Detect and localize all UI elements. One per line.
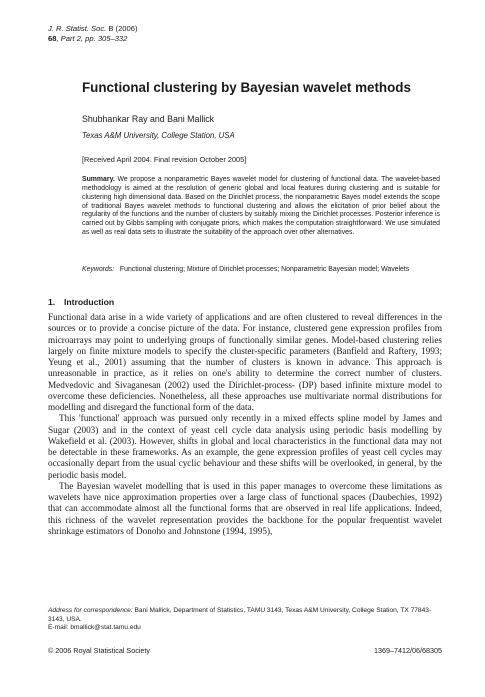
keywords-text: Functional clustering; Mixture of Dirichlet processes; Nonparametric Bayesian model; Wavelets	[119, 266, 410, 273]
footnote-text: Bani Mallick, Department of Statistics, TAMU 3143, Texas A&M University, College Station, TX 77843-3143, USA.	[48, 607, 432, 623]
paper-authors: Shubhankar Ray and Bani Mallick	[82, 114, 215, 124]
keywords	[82, 266, 422, 275]
paper-title: Functional clustering by Bayesian wavelet methods	[82, 80, 411, 95]
footnote-address	[48, 607, 442, 624]
summary-text: We propose a nonparametric Bayes wavelet model for clustering of functional data. The wavelet-based methodology is aimed at the resolution of generic global and local features during clustering and is suitable for clustering high dimensional data. Based on the Dirichlet process, the nonparametric Bayes model extends the scope of traditional Bayes wavelet methods to functional clustering and allows the elicitation of prior belief about the regularity of the functions and the number of clusters by suitably mixing the Dirichlet processes. Posterior inference is carried out by Gibbs sampling with conjugate priors, which makes the computation straightforward. We use simulated as well as real data sets to illustrate the suitability of the approach over other alternatives.	[82, 176, 440, 237]
footnote-label: Address for correspondence:	[48, 607, 133, 614]
journal-line-2	[48, 34, 138, 44]
journal-part-pages: , Part 2, pp. 305–332	[56, 34, 128, 43]
body-text	[48, 312, 442, 537]
issn-code: 1369–7412/06/68305	[374, 646, 442, 655]
body-paragraph-3: The Bayesian wavelet modelling that is used in this paper manages to overcome these limitations as wavelets have nice approximation properties over a large class of functional spaces (Daubechies, 1992) that can accommodate almost all the functional forms that are observed in real life applications. Indeed, this richness of the wavelet representation provides the backbone for the popular frequentist wavelet shrinkage estimators of Donoho and Johnstone (1994, 1995),	[48, 480, 442, 536]
abstract	[82, 176, 440, 238]
received-dates: [Received April 2004. Final revision October 2005]	[82, 155, 247, 164]
body-paragraph-2: This 'functional' approach was pursued only recently in a mixed effects spline model by James and Sugar (2003) and in the context of yeast cell cycle data analysis using periodic basis modelling by Wakefield et al. (2003). However, shifts in global and local characteristics in the functional data may not be detectable in these frameworks. As an example, the gene expression profiles of yeast cell cycles may occasionally depart from the usual cyclic behaviour and these shifts will be overlooked, in general, by the periodic basis model.	[48, 413, 442, 480]
correspondence-footnote	[48, 607, 442, 633]
body-paragraph-1: Functional data arise in a wide variety of applications and are often clustered to reveal differences in the sources or to provide a concise picture of the data. For instance, clustered gene expression profiles from microarrays may point to underlying groups of functionally similar genes. Model-based clustering relies largely on finite mixture models to specify the cluster-specific parameters (Banfield and Raftery, 1993; Yeung et al., 2001) assuming that the number of clusters is known in advance. This approach is unreasonable in practice, as it relies on one's ability to determine the correct number of clusters. Medvedovic and Sivaganesan (2002) used the Dirichlet-process- (DP) based infinite mixture model to overcome these deficiencies. Nonetheless, all these approaches use multivariate normal distributions for modelling and disregard the functional form of the data.	[48, 312, 442, 412]
author-affiliation: Texas A&M University, College Station, USA	[82, 131, 235, 140]
summary-label: Summary.	[82, 176, 115, 183]
section-number: 1.	[48, 297, 56, 307]
journal-citation	[48, 24, 138, 44]
section-heading	[48, 297, 114, 307]
journal-name: J. R. Statist. Soc.	[48, 24, 107, 33]
keywords-label: Keywords:	[82, 266, 115, 273]
journal-series: B (2006)	[108, 24, 138, 33]
section-title: Introduction	[64, 297, 115, 307]
footnote-email: E-mail: bmallick@stat.tamu.edu	[48, 624, 141, 631]
journal-line-1	[48, 24, 138, 34]
copyright-notice: © 2006 Royal Statistical Society	[48, 646, 150, 655]
journal-volume: 68	[48, 34, 57, 43]
